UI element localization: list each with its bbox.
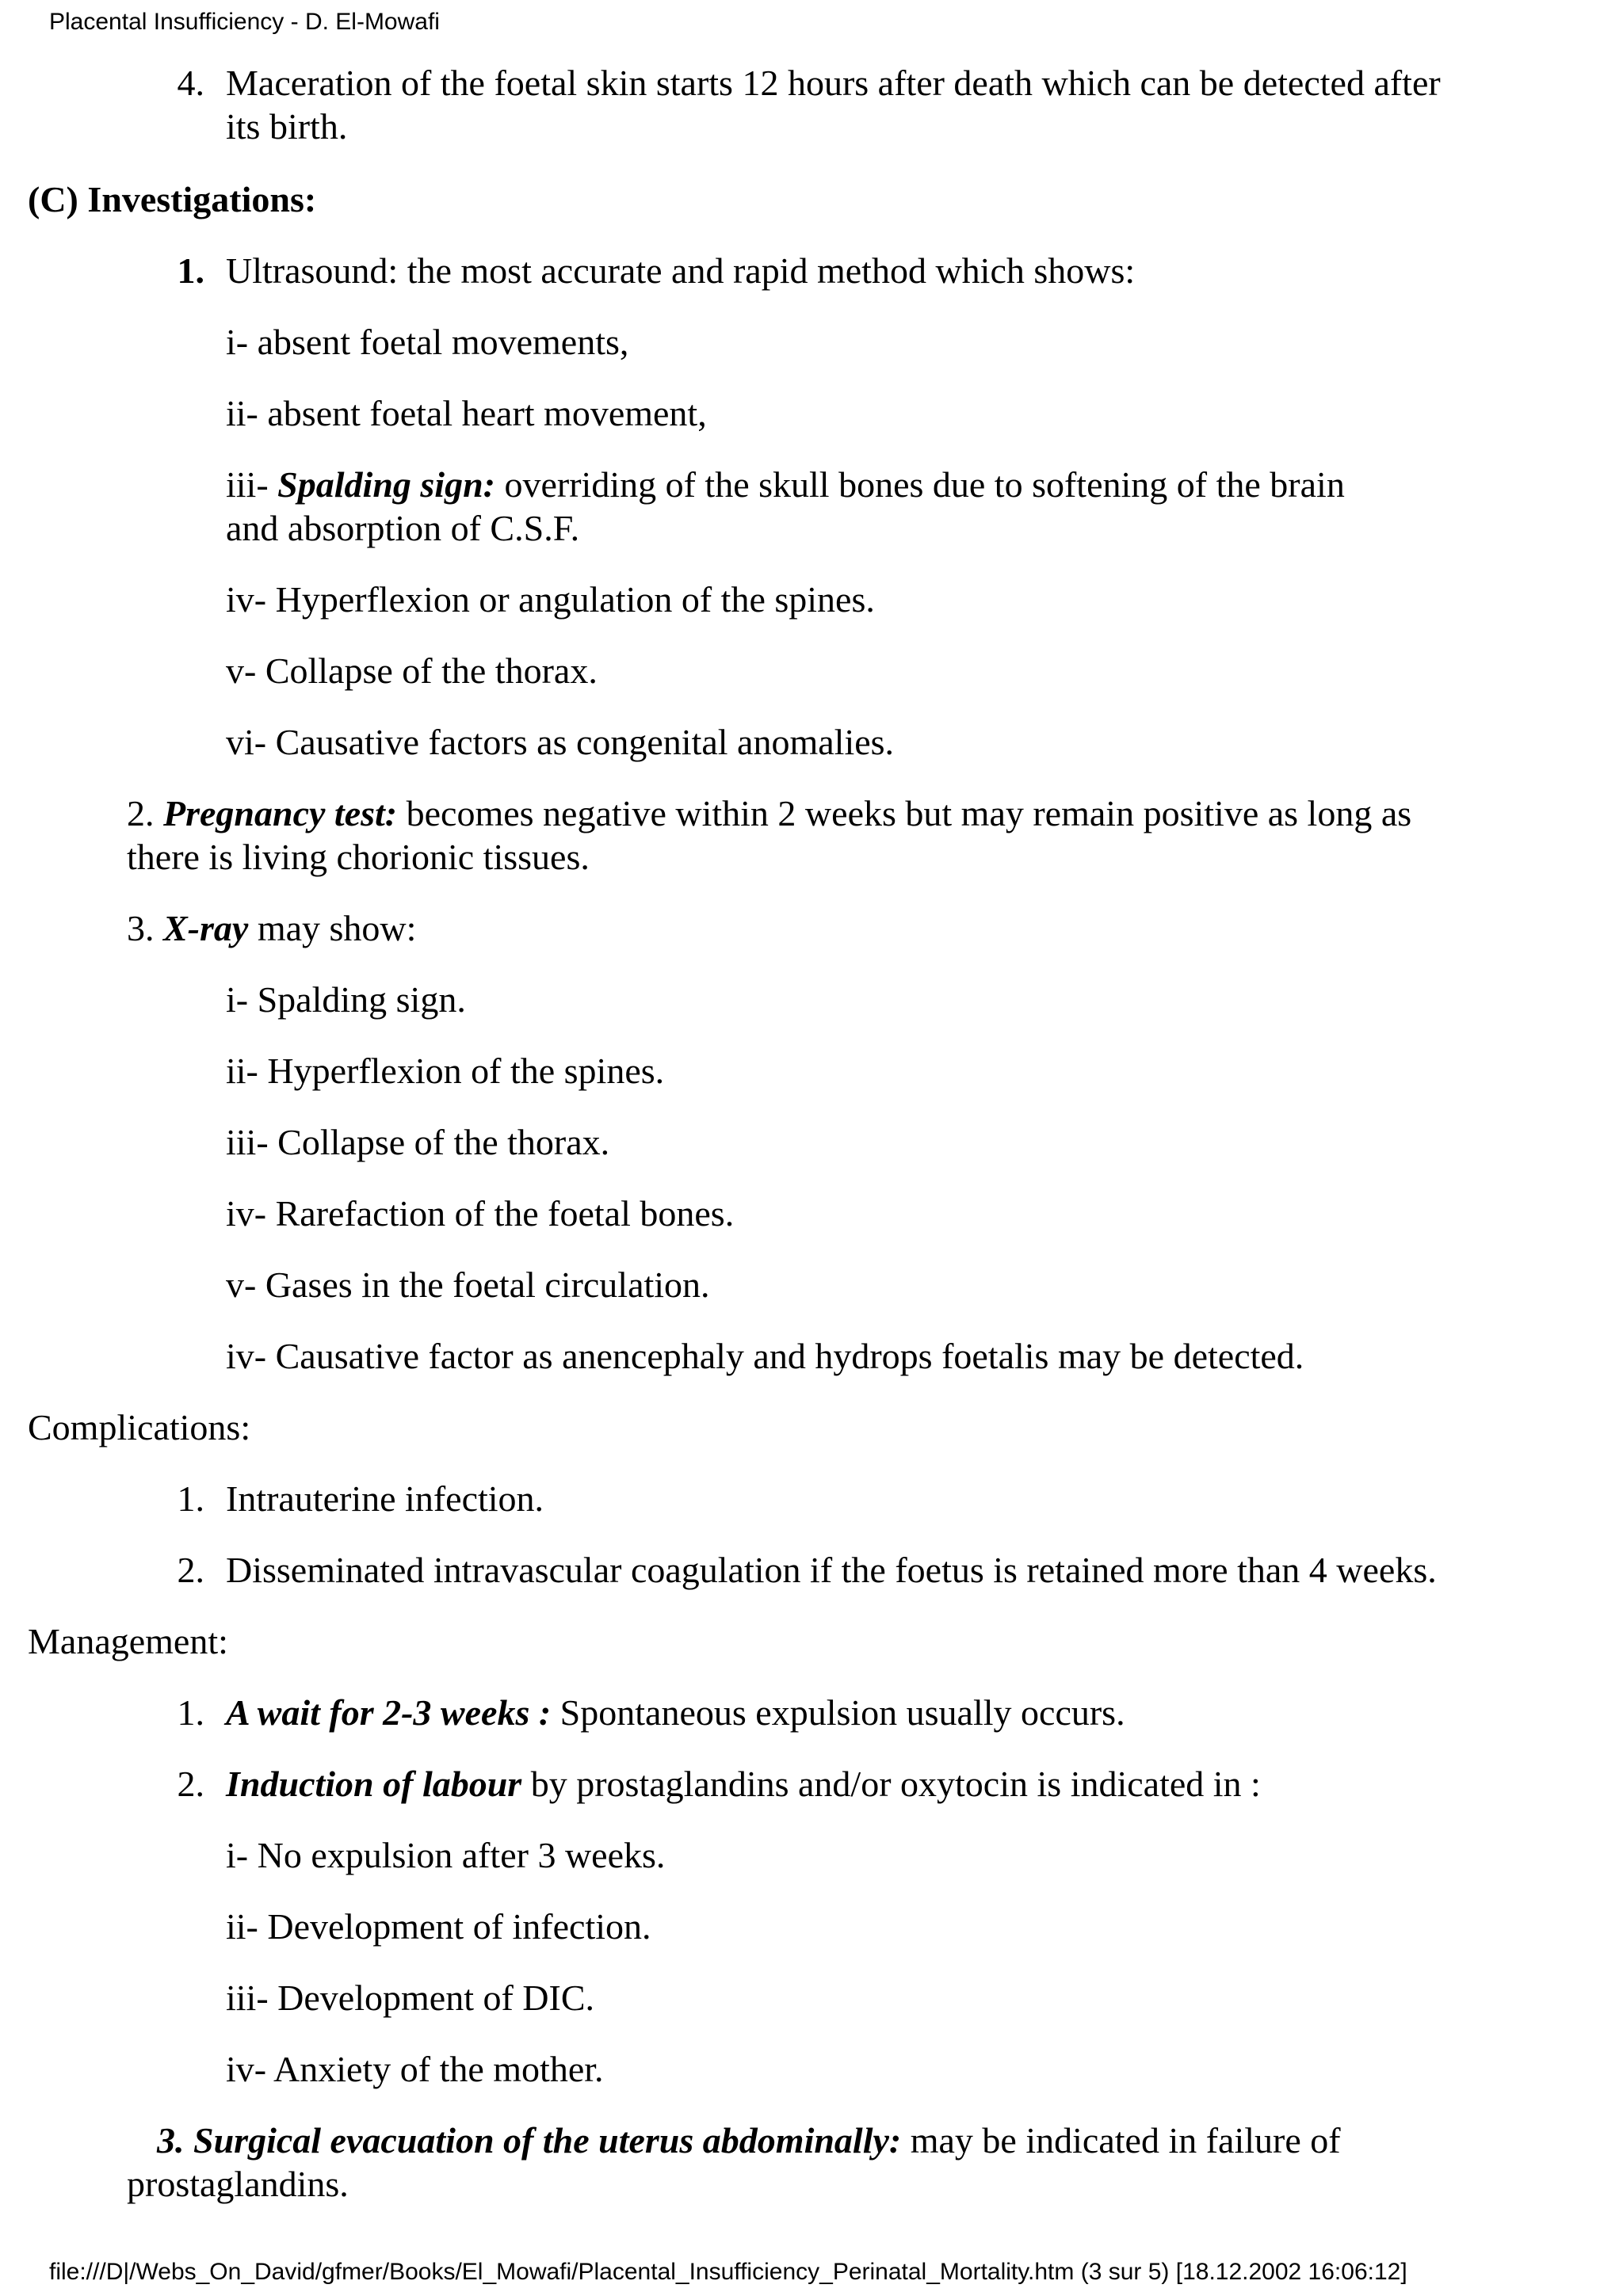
list-item-text: Maceration of the foetal skin starts 12 hours after death which can be detected after bbox=[226, 63, 1441, 103]
sub-item: i- Spalding sign. bbox=[226, 979, 466, 1020]
item-continuation: prostaglandins. bbox=[127, 2164, 349, 2204]
sub-item-text: overriding of the skull bones due to softening of the brain bbox=[495, 464, 1345, 505]
term-wait: A wait for 2-3 weeks : bbox=[226, 1692, 552, 1733]
section-heading-management: Management: bbox=[28, 1621, 228, 1661]
spalding-sign-item bbox=[226, 463, 1345, 506]
management-item-surgical bbox=[157, 2119, 1341, 2162]
item-text: by prostaglandins and/or oxytocin is indicated in : bbox=[521, 1764, 1261, 1804]
item-text: Spontaneous expulsion usually occurs. bbox=[551, 1692, 1125, 1733]
list-number: 4. bbox=[177, 63, 204, 103]
term-surgical-evacuation: 3. Surgical evacuation of the uterus abdominally: bbox=[157, 2120, 902, 2161]
sub-item: ii- Hyperflexion of the spines. bbox=[226, 1051, 665, 1091]
xray-item bbox=[127, 906, 416, 950]
sub-item: iv- Rarefaction of the foetal bones. bbox=[226, 1193, 735, 1234]
sub-item: v- Collapse of the thorax. bbox=[226, 650, 598, 691]
sub-item: i- No expulsion after 3 weeks. bbox=[226, 1835, 666, 1875]
list-number: 3. bbox=[127, 908, 163, 948]
item-text: may show: bbox=[248, 908, 417, 948]
list-number: 1. bbox=[177, 1478, 204, 1519]
pregnancy-test-item bbox=[127, 791, 1411, 835]
sub-item: iii- Development of DIC. bbox=[226, 1978, 595, 2018]
sub-item: iv- Causative factor as anencephaly and hydrops foetalis may be detected. bbox=[226, 1336, 1304, 1376]
sub-item: ii- Development of infection. bbox=[226, 1906, 651, 1947]
sub-item-continuation: and absorption of C.S.F. bbox=[226, 508, 580, 548]
list-number: 2. bbox=[177, 1550, 204, 1590]
page-header: Placental Insufficiency - D. El-Mowafi bbox=[49, 9, 440, 35]
item-text: becomes negative within 2 weeks but may remain positive as long as bbox=[397, 793, 1412, 833]
sub-item-prefix: iii- bbox=[226, 464, 278, 505]
term-induction-of-labour: Induction of labour bbox=[226, 1764, 522, 1804]
term-xray: X-ray bbox=[163, 908, 249, 948]
management-item-wait bbox=[226, 1691, 1125, 1734]
sub-item: iv- Hyperflexion or angulation of the spines. bbox=[226, 579, 875, 620]
sub-item: v- Gases in the foetal circulation. bbox=[226, 1264, 710, 1305]
sub-item: i- absent foetal movements, bbox=[226, 322, 629, 362]
section-heading-complications: Complications: bbox=[28, 1407, 251, 1447]
page-footer-url: file:///D|/Webs_On_David/gfmer/Books/El_Mowafi/Placental_Insufficiency_Perinatal_Mortality.htm (3 sur 5) [18.12.2002 16:06:12] bbox=[49, 2259, 1407, 2285]
list-number: 2. bbox=[177, 1764, 204, 1804]
sub-item: iii- Collapse of the thorax. bbox=[226, 1122, 610, 1162]
item-text: may be indicated in failure of bbox=[901, 2120, 1341, 2161]
sub-item: vi- Causative factors as congenital anomalies. bbox=[226, 722, 895, 762]
list-number: 1. bbox=[177, 1692, 204, 1733]
item-continuation: there is living chorionic tissues. bbox=[127, 837, 590, 877]
list-number: 2. bbox=[127, 793, 163, 833]
complication-item: Disseminated intravascular coagulation if the foetus is retained more than 4 weeks. bbox=[226, 1550, 1437, 1590]
management-item-induction bbox=[226, 1762, 1261, 1806]
sub-item: ii- absent foetal heart movement, bbox=[226, 393, 707, 433]
sub-item: iv- Anxiety of the mother. bbox=[226, 2049, 604, 2089]
section-heading-investigations: (C) Investigations: bbox=[28, 179, 317, 219]
complication-item: Intrauterine infection. bbox=[226, 1478, 544, 1519]
ultrasound-item: Ultrasound: the most accurate and rapid method which shows: bbox=[226, 250, 1136, 291]
list-item-text-continuation: its birth. bbox=[226, 106, 348, 147]
term-spalding-sign: Spalding sign: bbox=[277, 464, 495, 505]
list-number: 1. bbox=[177, 250, 204, 291]
term-pregnancy-test: Pregnancy test: bbox=[163, 793, 398, 833]
